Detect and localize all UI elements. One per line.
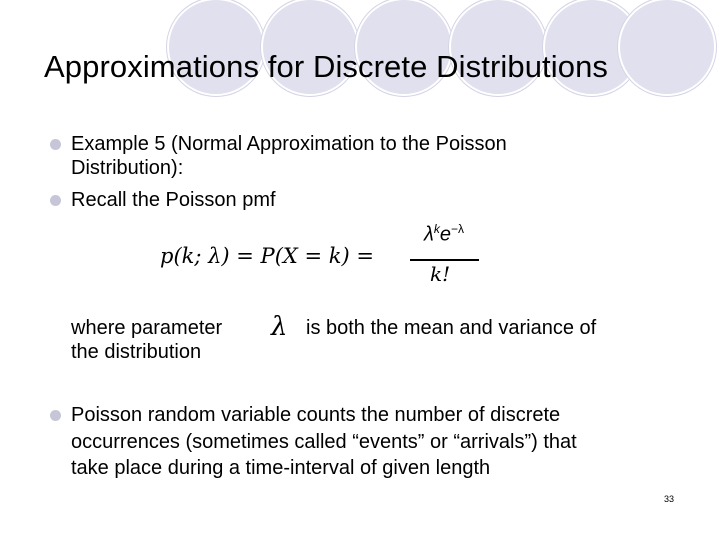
formula-e: e: [439, 223, 451, 246]
page-number: 33: [664, 494, 675, 504]
bullet-3-line-3: take place during a time-interval of given length: [71, 457, 491, 479]
formula-denominator: k!: [430, 262, 451, 286]
note-part-2: is both the mean and variance of: [306, 317, 597, 339]
bullet-icon: [50, 139, 61, 150]
formula-exp-k: k: [433, 222, 440, 236]
bullet-icon: [50, 195, 61, 206]
bullet-1-line-2: Distribution):: [71, 157, 184, 179]
formula-exp-lambda: −λ: [450, 222, 464, 236]
bullet-icon: [50, 410, 61, 421]
note-part-1: where parameter: [71, 317, 223, 339]
slide-title: Approximations for Discrete Distributions: [44, 49, 609, 84]
fraction-bar: [410, 259, 479, 261]
formula-lhs: p(k; λ) = P(X = k) =: [160, 244, 374, 268]
note-line-2: the distribution: [71, 341, 202, 363]
bullet-3-line-2: occurrences (sometimes called “events” or “arrivals”) that: [71, 431, 577, 453]
formula-numerator: [408, 222, 480, 247]
bullet-2-text: Recall the Poisson pmf: [71, 189, 276, 211]
bullet-1-line-1: Example 5 (Normal Approximation to the Poisson: [71, 133, 507, 155]
lambda-symbol: λ: [271, 312, 288, 342]
formula-lambda: λ: [424, 223, 434, 246]
bullet-3-line-1: Poisson random variable counts the number of discrete: [71, 404, 561, 426]
decor-circle-6: [618, 0, 716, 96]
